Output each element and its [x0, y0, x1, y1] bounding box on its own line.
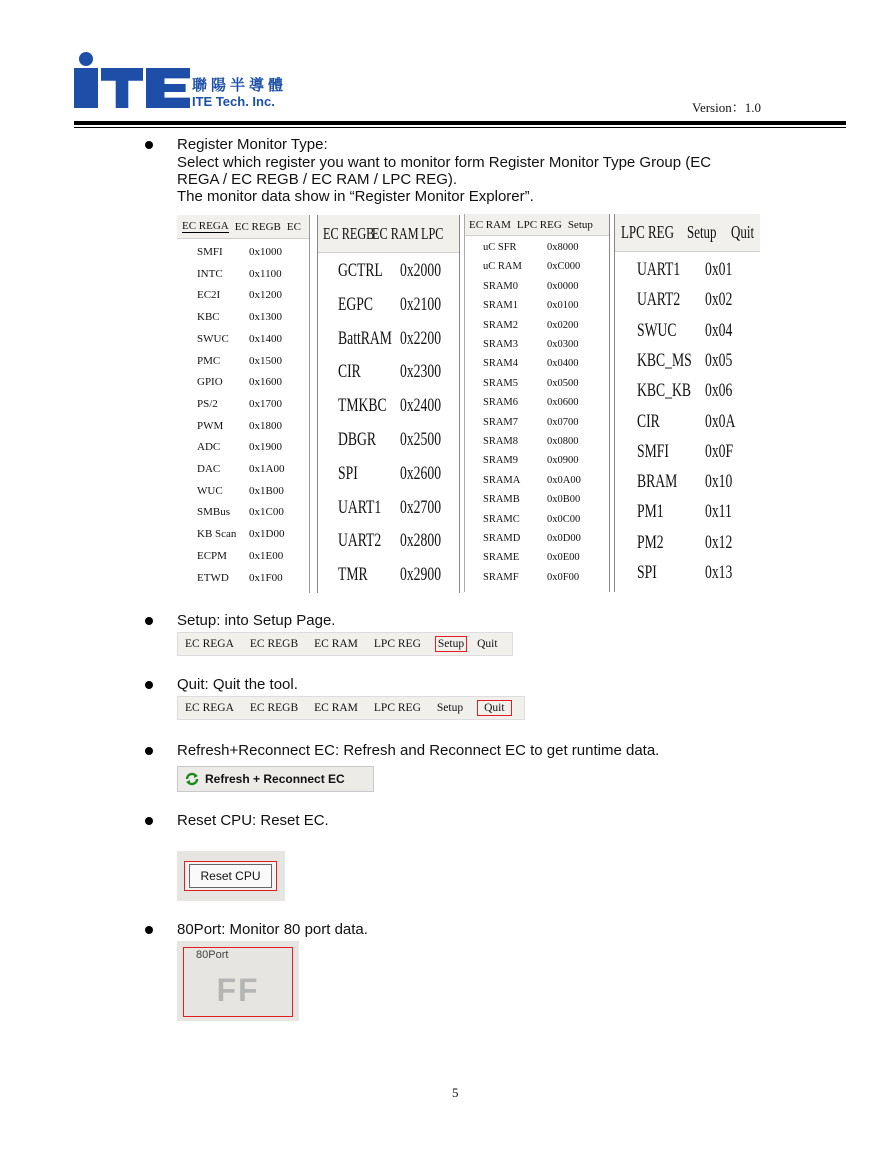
register-name: PWM: [197, 419, 224, 432]
register-row[interactable]: [197, 463, 295, 475]
register-name: uC SFR: [483, 242, 517, 253]
register-address: 0x0700: [547, 416, 579, 428]
register-row[interactable]: [637, 471, 745, 493]
register-row[interactable]: [197, 550, 295, 562]
setup-description: Setup: into Setup Page.: [177, 612, 336, 629]
register-name: EGPC: [338, 293, 373, 315]
register-address: 0x0E00: [547, 552, 580, 564]
register-address: 0x0800: [547, 436, 579, 447]
register-address: 0x11: [705, 501, 732, 523]
register-row[interactable]: [197, 246, 295, 258]
register-address: 0x12: [705, 531, 733, 553]
register-name: SRAM2: [483, 319, 519, 331]
register-address: 0x10: [705, 471, 733, 493]
register-row[interactable]: [483, 281, 597, 292]
register-row[interactable]: [338, 429, 450, 451]
register-address: 0x1B00: [249, 484, 284, 497]
register-address: 0x0200: [547, 319, 579, 331]
register-row[interactable]: [483, 514, 597, 525]
register-row[interactable]: [338, 530, 450, 552]
port80-group-box: [183, 947, 293, 1017]
register-row[interactable]: [338, 260, 450, 282]
register-row[interactable]: [483, 475, 597, 486]
register-row[interactable]: [483, 397, 597, 408]
register-name: DAC: [197, 463, 221, 475]
logo-letters: [74, 68, 190, 108]
setup-menu-bar: [177, 632, 513, 656]
register-address: 0x0300: [547, 339, 579, 350]
menu-item-ec-ram[interactable]: EC RAM: [372, 223, 419, 243]
register-row[interactable]: [338, 463, 450, 485]
register-name: KBC_KB: [637, 380, 691, 402]
menu-item-ec-regb[interactable]: EC REGB: [234, 220, 281, 233]
register-row[interactable]: [197, 441, 295, 453]
register-row[interactable]: [338, 395, 450, 417]
register-row[interactable]: [483, 455, 597, 466]
register-name: DBGR: [338, 429, 377, 450]
register-row[interactable]: [197, 506, 295, 518]
register-name: SMFI: [637, 440, 669, 462]
menu-item-quit[interactable]: Quit: [731, 222, 755, 242]
bullet: [145, 617, 153, 625]
register-name: PS/2: [197, 397, 218, 410]
register-address: 0x1700: [249, 397, 282, 410]
menu-item-setup-highlighted[interactable]: Setup: [435, 636, 467, 652]
register-address: 0xC000: [547, 261, 581, 273]
register-name: ETWD: [197, 571, 229, 584]
register-name: SMFI: [197, 246, 223, 258]
menu-bar: [318, 215, 459, 253]
register-address: 0x2000: [400, 260, 442, 281]
register-address: 0x2700: [400, 496, 442, 518]
register-name: SMBus: [197, 506, 231, 519]
register-address: 0x2100: [400, 293, 442, 315]
menu-bar: [615, 214, 760, 252]
register-row[interactable]: [483, 358, 597, 369]
register-row[interactable]: [338, 328, 450, 350]
register-name: KB Scan: [197, 528, 237, 541]
menu-item-quit-highlighted[interactable]: Quit: [477, 700, 511, 716]
register-row[interactable]: [483, 417, 597, 428]
register-address: 0x01: [705, 259, 733, 280]
register-name: BRAM: [637, 471, 678, 493]
register-address: 0x0A00: [547, 474, 581, 486]
register-address: 0x0F: [705, 440, 734, 462]
ec-ram-panel: [464, 214, 610, 592]
port80-value: FF: [216, 972, 260, 1008]
register-row[interactable]: [197, 333, 295, 345]
register-row[interactable]: [483, 436, 597, 447]
register-row[interactable]: [483, 572, 597, 583]
register-address: 0x05: [705, 349, 733, 371]
register-row[interactable]: [483, 261, 597, 272]
register-name: SRAMC: [483, 513, 520, 525]
register-name: SRAM5: [483, 377, 519, 389]
register-row[interactable]: [637, 501, 745, 523]
register-address: 0x2500: [400, 429, 442, 450]
register-row[interactable]: [637, 532, 745, 554]
register-address: 0x1000: [249, 246, 282, 258]
logo-dot: [79, 52, 93, 66]
bullet: [145, 926, 153, 934]
header-rule: [74, 121, 846, 125]
register-address: 0x0C00: [547, 513, 581, 525]
register-name: SPI: [637, 562, 657, 583]
ite-logo: [74, 52, 314, 112]
register-monitor-description: [177, 154, 817, 205]
register-name: UART1: [637, 259, 681, 280]
register-row[interactable]: [483, 552, 597, 563]
lpc-reg-panel: [614, 214, 760, 592]
register-name: SWUC: [197, 332, 229, 345]
register-name: uC RAM: [483, 261, 522, 273]
register-row[interactable]: [637, 411, 745, 433]
register-address: 0x0A: [705, 410, 736, 432]
register-address: 0x0900: [547, 455, 579, 467]
register-address: 0x1F00: [249, 571, 283, 584]
register-address: 0x1400: [249, 332, 282, 345]
menu-item-quit[interactable]: Quit: [477, 638, 498, 650]
register-row[interactable]: [637, 441, 745, 463]
register-address: 0x0400: [547, 358, 579, 370]
menu-item-ec[interactable]: EC: [286, 220, 301, 233]
bullet: [145, 141, 153, 149]
register-name: KBC_MS: [637, 349, 692, 371]
register-address: 0x06: [705, 380, 733, 402]
version-label: Version：1.0: [692, 100, 761, 115]
menu-item-ec-regb[interactable]: EC REGB: [249, 702, 299, 714]
quit-description: Quit: Quit the tool.: [177, 676, 298, 693]
register-row[interactable]: [197, 355, 295, 367]
register-name: EC2I: [197, 289, 221, 302]
register-address: 0x0000: [547, 280, 579, 292]
register-row[interactable]: [637, 380, 745, 402]
register-name: SRAM9: [483, 455, 519, 467]
register-name: UART1: [338, 496, 382, 518]
register-address: 0x2900: [400, 564, 442, 586]
register-name: SRAM7: [483, 416, 519, 428]
register-row[interactable]: [197, 420, 295, 432]
port80-screenshot: [177, 941, 299, 1021]
refresh-reconnect-button[interactable]: [177, 766, 374, 792]
menu-item-ec-regb[interactable]: EC REGB: [249, 638, 299, 650]
register-name: PM1: [637, 501, 664, 523]
register-row[interactable]: [197, 528, 295, 540]
menu-bar: [465, 214, 609, 236]
register-address: 0x1900: [249, 441, 282, 454]
quit-menu-bar: [177, 696, 525, 720]
register-name: SRAMF: [483, 571, 519, 583]
page-number: 5: [452, 1085, 459, 1100]
register-row[interactable]: [483, 494, 597, 505]
bullet: [145, 681, 153, 689]
register-name: UART2: [637, 289, 681, 311]
register-row[interactable]: [637, 259, 745, 281]
register-monitor-heading: Register Monitor Type:: [177, 136, 328, 153]
menu-item-setup[interactable]: Setup: [687, 222, 717, 242]
menu-item-ec-ram[interactable]: EC RAM: [469, 218, 511, 231]
register-row[interactable]: [483, 242, 597, 253]
register-row[interactable]: [637, 350, 745, 372]
register-name: CIR: [338, 361, 361, 383]
menu-item-setup[interactable]: Setup: [436, 702, 464, 714]
register-row[interactable]: [338, 361, 450, 383]
register-address: 0x0D00: [547, 533, 581, 544]
register-address: 0x1800: [249, 419, 282, 432]
menu-item-lpc[interactable]: LPC: [421, 223, 444, 243]
register-row[interactable]: [338, 294, 450, 316]
register-row[interactable]: [483, 300, 597, 311]
register-name: SRAMA: [483, 474, 521, 486]
register-name: KBC: [197, 311, 220, 324]
register-name: INTC: [197, 267, 223, 280]
register-name: SRAME: [483, 552, 520, 564]
menu-item-ec-ram[interactable]: EC RAM: [314, 638, 358, 650]
register-address: 0x02: [705, 289, 733, 311]
register-address: 0x1A00: [249, 463, 285, 475]
bullet: [145, 747, 153, 755]
register-name: TMKBC: [338, 395, 387, 417]
register-row[interactable]: [197, 311, 295, 323]
menu-bar: [177, 215, 309, 239]
register-row[interactable]: [483, 320, 597, 331]
register-address: 0x1C00: [249, 506, 284, 519]
register-address: 0x1500: [249, 354, 282, 367]
register-address: 0x2600: [400, 462, 442, 484]
reset-description: Reset CPU: Reset EC.: [177, 812, 329, 829]
register-row[interactable]: [483, 378, 597, 389]
menu-item-lpc-reg[interactable]: LPC REG: [373, 638, 421, 650]
register-name: TMR: [338, 564, 368, 586]
register-address: 0x1300: [249, 311, 282, 324]
register-name: SPI: [338, 462, 358, 484]
menu-item-lpc-reg[interactable]: LPC REG: [373, 702, 421, 714]
menu-item-ec-rega[interactable]: EC REGA: [182, 220, 229, 232]
register-address: 0x0B00: [547, 494, 581, 506]
menu-item-ec-regb[interactable]: EC REGB: [323, 223, 375, 243]
reset-cpu-screenshot: [177, 851, 285, 901]
register-row[interactable]: [197, 289, 295, 301]
port80-description: 80Port: Monitor 80 port data.: [177, 921, 368, 938]
register-name: SRAMB: [483, 494, 520, 506]
register-address: 0x1100: [249, 267, 282, 280]
register-row[interactable]: [637, 320, 745, 342]
register-name: UART2: [338, 530, 382, 552]
register-row[interactable]: [197, 398, 295, 410]
menu-item-ec-rega[interactable]: EC REGA: [185, 702, 234, 714]
register-name: ECPM: [197, 549, 227, 562]
refresh-icon: [184, 771, 200, 787]
register-address: 0x0100: [547, 300, 579, 312]
register-name: WUC: [197, 484, 223, 497]
register-row[interactable]: [483, 339, 597, 350]
register-name: PM2: [637, 531, 664, 553]
register-row[interactable]: [637, 562, 745, 584]
register-row[interactable]: [637, 289, 745, 311]
ec-regb-panel: [317, 215, 460, 593]
menu-item-lpc-reg[interactable]: LPC REG: [621, 222, 674, 242]
register-row[interactable]: [197, 268, 295, 280]
menu-item-ec-rega[interactable]: EC REGA: [185, 638, 234, 650]
register-address: 0x1D00: [249, 528, 285, 541]
register-address: 0x0500: [547, 377, 579, 389]
menu-item-setup[interactable]: Setup: [567, 218, 593, 231]
refresh-description: Refresh+Reconnect EC: Refresh and Reconnect EC to get runtime data.: [177, 742, 660, 759]
register-row[interactable]: [338, 497, 450, 519]
register-name: CIR: [637, 410, 660, 432]
register-name: BattRAM: [338, 327, 392, 349]
description-line: The monitor data show in “Register Monitor Explorer”.: [177, 188, 534, 205]
reset-cpu-button[interactable]: Reset CPU: [189, 864, 271, 888]
register-address: 0x2300: [400, 361, 442, 383]
menu-item-lpc-reg[interactable]: LPC REG: [516, 218, 562, 231]
register-address: 0x04: [705, 319, 733, 341]
register-address: 0x0600: [547, 397, 579, 409]
register-address: 0x0F00: [547, 571, 580, 583]
register-address: 0x13: [705, 562, 733, 583]
register-name: GCTRL: [338, 260, 383, 281]
refresh-button-label: Refresh + Reconnect EC: [205, 772, 345, 786]
description-line: Select which register you want to monitor form Register Monitor Type Group (EC: [177, 154, 712, 171]
register-address: 0x2800: [400, 530, 442, 552]
register-name: SRAM6: [483, 397, 519, 409]
register-name: SRAM8: [483, 436, 519, 447]
register-address: 0x2400: [400, 395, 442, 417]
register-name: SRAM4: [483, 358, 519, 370]
description-line: REGA / EC REGB / EC RAM / LPC REG).: [177, 171, 458, 188]
logo-chinese-text: 聯陽半導體: [192, 76, 288, 94]
register-address: 0x1E00: [249, 549, 284, 562]
register-address: 0x8000: [547, 242, 579, 253]
register-name: ADC: [197, 441, 221, 454]
bullet: [145, 817, 153, 825]
port80-group-label: 80Port: [196, 949, 229, 961]
register-name: GPIO: [197, 376, 223, 389]
reset-cpu-highlight: [184, 861, 277, 891]
register-row[interactable]: [197, 376, 295, 388]
register-name: SWUC: [637, 319, 677, 341]
register-name: SRAM3: [483, 339, 519, 350]
register-name: SRAMD: [483, 533, 521, 544]
register-row[interactable]: [338, 564, 450, 586]
register-name: PMC: [197, 354, 221, 367]
register-name: SRAM1: [483, 300, 519, 312]
ec-rega-panel: [177, 215, 310, 593]
register-address: 0x1600: [249, 376, 282, 389]
register-name: SRAM0: [483, 280, 519, 292]
logo-english-text: ITE Tech. Inc.: [192, 94, 275, 109]
register-row[interactable]: [197, 572, 295, 584]
register-row[interactable]: [483, 533, 597, 544]
header-rule-thin: [74, 127, 846, 128]
register-address: 0x2200: [400, 327, 442, 349]
register-address: 0x1200: [249, 289, 282, 302]
menu-item-ec-ram[interactable]: EC RAM: [314, 702, 358, 714]
register-row[interactable]: [197, 485, 295, 497]
